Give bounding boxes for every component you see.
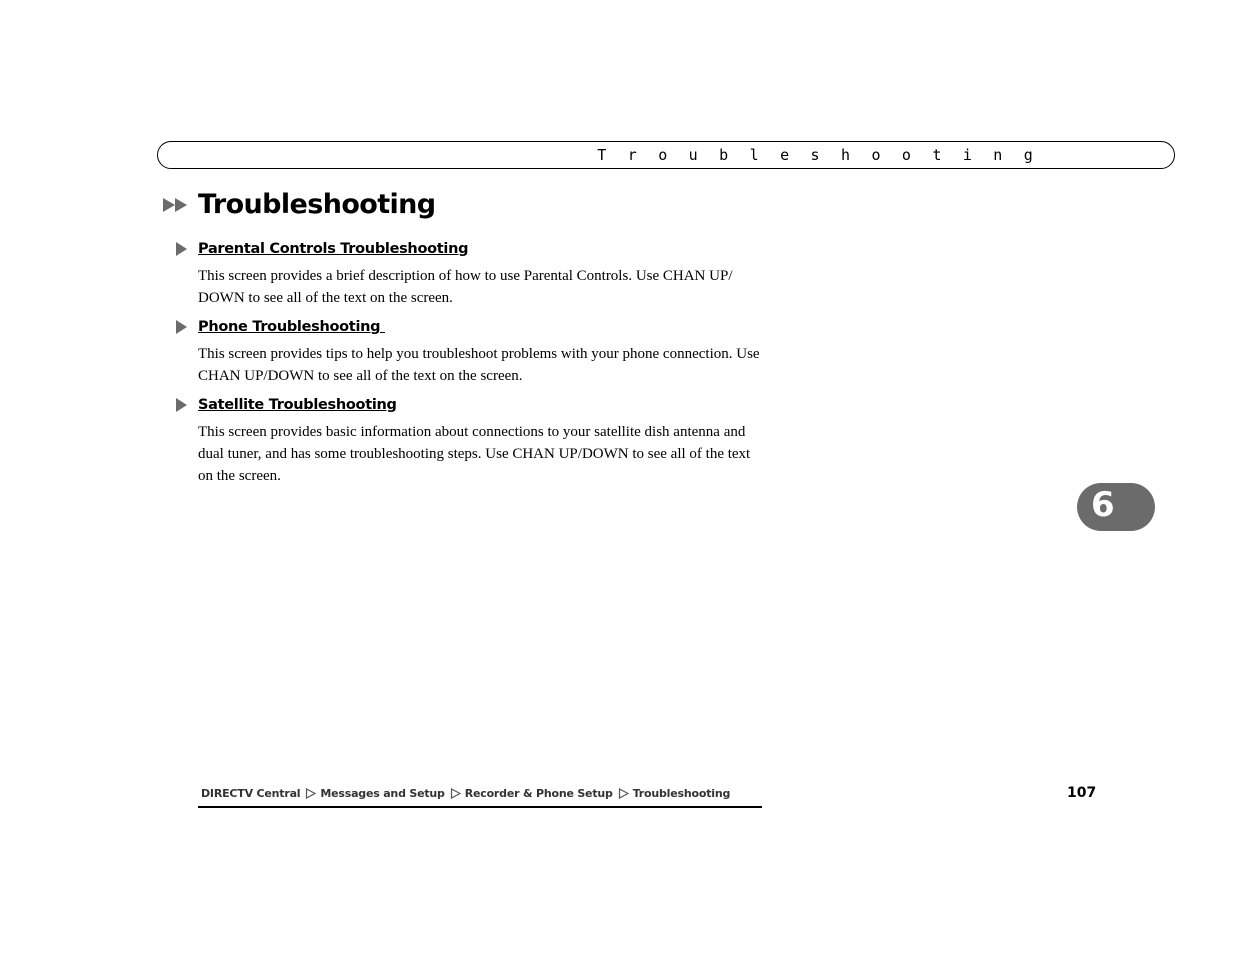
breadcrumb bbox=[198, 786, 762, 808]
section-phone bbox=[175, 316, 765, 387]
chapter-number: 6 bbox=[1091, 485, 1115, 525]
section-description: This screen provides basic information about connections to your satellite dish antenna and dual tuner, and has some troubleshooting steps. Use CHAN UP/DOWN to see all of the text on the screen. bbox=[198, 424, 751, 484]
section-link-phone[interactable]: Phone Troubleshooting bbox=[198, 319, 385, 335]
triangle-right-icon bbox=[175, 242, 188, 256]
running-header bbox=[157, 141, 1175, 169]
section-parental-controls bbox=[175, 238, 765, 309]
section-header bbox=[175, 238, 765, 260]
section-header bbox=[175, 316, 765, 338]
breadcrumb-separator-icon bbox=[450, 788, 461, 799]
section-link-satellite[interactable]: Satellite Troubleshooting bbox=[198, 397, 397, 413]
double-arrow-right-icon bbox=[163, 196, 189, 214]
running-header-title: T r o u b l e s h o o t i n g bbox=[597, 146, 1039, 164]
triangle-right-icon bbox=[175, 320, 188, 334]
breadcrumb-item: DIRECTV Central bbox=[201, 786, 301, 800]
breadcrumb-separator-icon bbox=[305, 788, 316, 799]
page-number: 107 bbox=[1067, 785, 1097, 801]
section-description: This screen provides tips to help you troubleshoot problems with your phone connection. Use CHAN UP/DOWN to see all of the text on the screen. bbox=[198, 346, 760, 384]
section-header bbox=[175, 394, 765, 416]
breadcrumb-item: Messages and Setup bbox=[320, 786, 445, 800]
section-satellite bbox=[175, 394, 765, 487]
triangle-right-icon bbox=[175, 398, 188, 412]
breadcrumb-separator-icon bbox=[618, 788, 629, 799]
page-heading bbox=[163, 189, 436, 220]
page-title: Troubleshooting bbox=[198, 189, 436, 220]
breadcrumb-item: Recorder & Phone Setup bbox=[464, 786, 613, 800]
breadcrumb-item: Troubleshooting bbox=[632, 786, 731, 800]
section-link-parental-controls[interactable]: Parental Controls Troubleshooting bbox=[198, 241, 469, 257]
section-description: This screen provides a brief description of how to use Parental Controls. Use CHAN UP/ DOWN to see all of the text on the screen. bbox=[198, 268, 733, 306]
chapter-tab bbox=[1077, 483, 1155, 531]
